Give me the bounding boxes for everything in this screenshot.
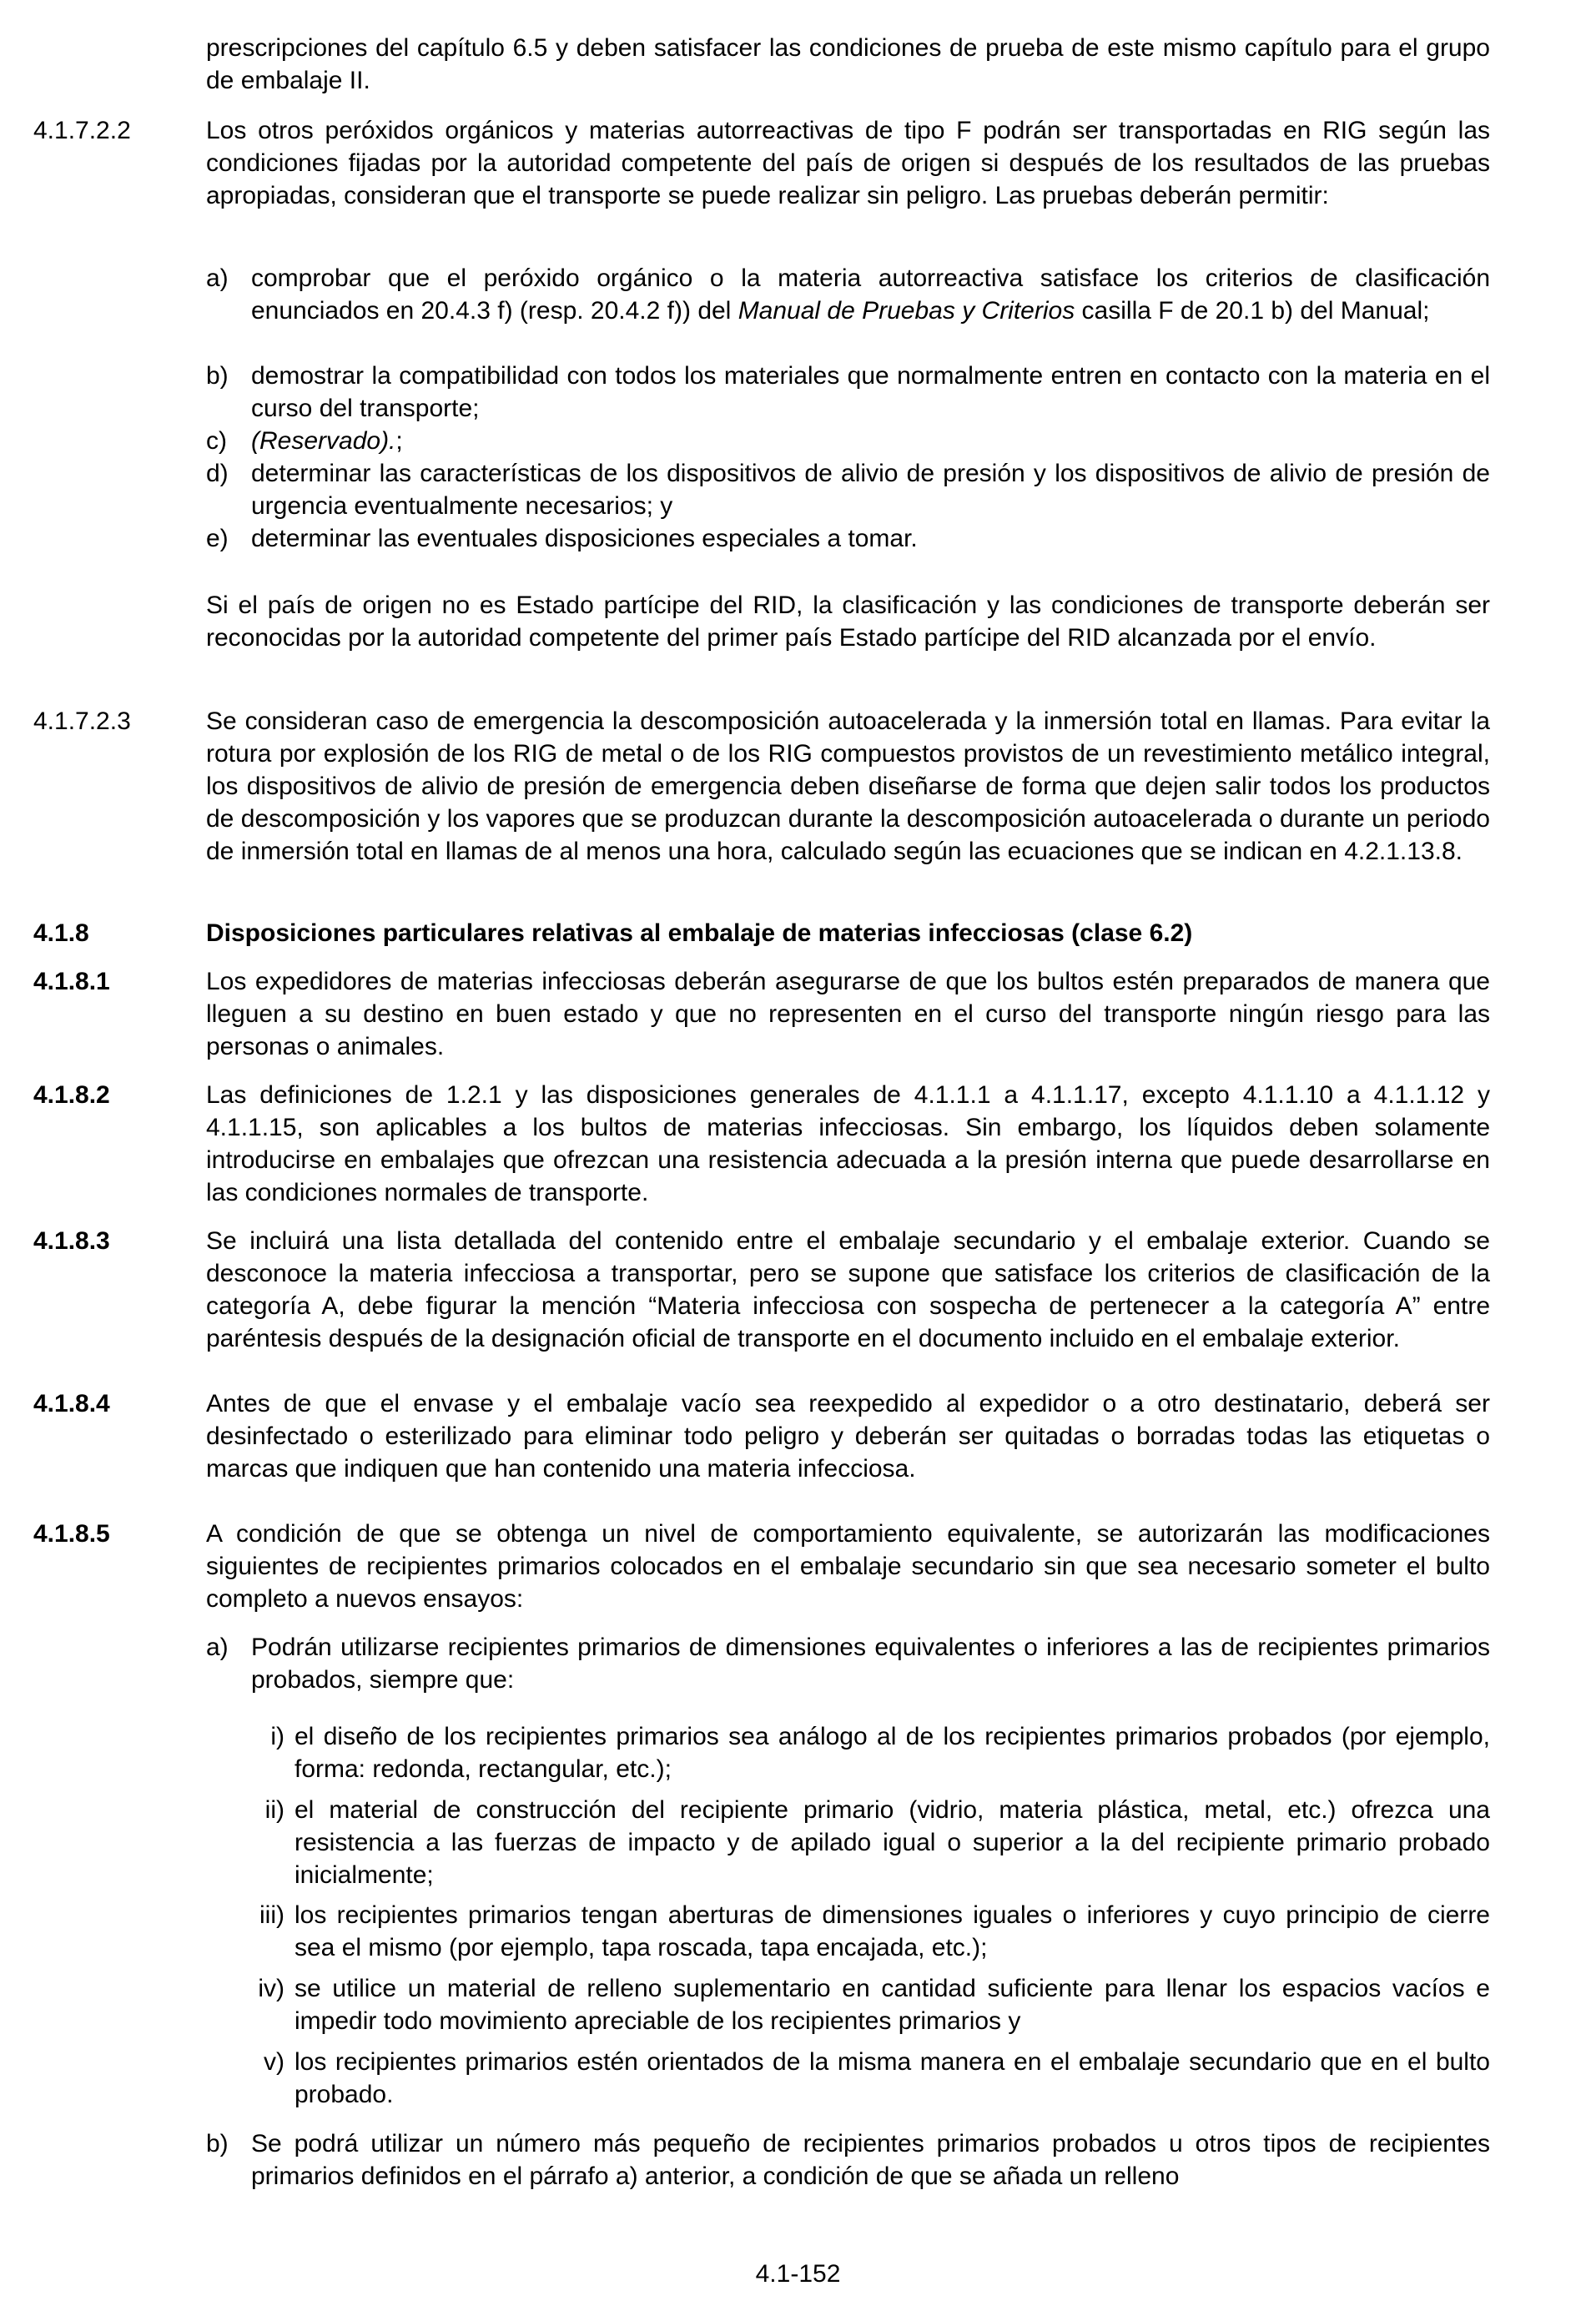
list-text: determinar las características de los dispositivos de alivio de presión y los dispositivos de alivio de presión de urgencia eventualmente necesarios; y xyxy=(251,460,1490,520)
page-number: 4.1-152 xyxy=(755,2260,841,2288)
section-title: Disposiciones particulares relativas al embalaje de materias infecciosas (clase 6.2) xyxy=(206,919,1193,947)
sub-text: el diseño de los recipientes primarios sea análogo al de los recipientes primarios probados (por ejemplo, forma: redonda, rectangular, etc.); xyxy=(295,1723,1490,1783)
section-number: 4.1.8.5 xyxy=(33,1520,110,1548)
section-text: Las definiciones de 1.2.1 y las disposiciones generales de 4.1.1.1 a 4.1.1.17, excepto 4.1.1.10 a 4.1.1.12 y 4.1.1.15, son aplicables a los bultos de materias infecciosas. Sin embargo, los líquidos deben solamente introducirse en embalajes que ofrezcan una resistencia adecuada a la presión interna que puede desarrollarse en las condiciones normales de transporte. xyxy=(206,1081,1490,1206)
section-text: Antes de que el envase y el embalaje vacío sea reexpedido al expedidor o a otro destinatario, deberá ser desinfectado o esterilizado para eliminar todo peligro y deberán ser quitadas o borradas todas las etiquetas o marcas que indiquen que han contenido una materia infecciosa. xyxy=(206,1390,1490,1483)
list-label: d) xyxy=(206,460,229,487)
list-label: a) xyxy=(206,1634,229,1661)
sub-text: se utilice un material de relleno suplementario en cantidad suficiente para llenar los espacios vacíos e impedir todo movimiento apreciable de los recipientes primarios y xyxy=(295,1975,1490,2035)
list-label: e) xyxy=(206,525,229,552)
list-text: (Reservado).; xyxy=(251,427,403,455)
sub-text: los recipientes primarios tengan aberturas de dimensiones iguales o inferiores y cuyo principio de cierre sea el mismo (por ejemplo, tapa roscada, tapa encajada, etc.); xyxy=(295,1901,1490,1961)
sub-label: iii) xyxy=(259,1901,284,1929)
section-text: Los expedidores de materias infecciosas deberán asegurarse de que los bultos estén preparados de manera que lleguen a su destino en buen estado y que no representen en el curso del transporte ningún riesgo para las personas o animales. xyxy=(206,968,1490,1060)
sub-label: i) xyxy=(270,1723,284,1750)
sub-text: los recipientes primarios estén orientados de la misma manera en el embalaje secundario que en el bulto probado. xyxy=(295,2048,1490,2108)
list-text: demostrar la compatibilidad con todos los materiales que normalmente entren en contacto con la materia en el curso del transporte; xyxy=(251,362,1490,422)
section-number: 4.1.8.3 xyxy=(33,1227,110,1255)
closing-text: Si el país de origen no es Estado partícipe del RID, la clasificación y las condiciones de transporte deberán ser reconocidas por la autoridad competente del primer país Estado partícipe del RID alcanzada por el envío. xyxy=(206,592,1490,652)
sub-label: iv) xyxy=(258,1975,284,2002)
list-label: a) xyxy=(206,264,229,292)
intro-text: prescripciones del capítulo 6.5 y deben satisfacer las condiciones de prueba de este mismo capítulo para el grupo de embalaje II. xyxy=(206,34,1490,94)
sub-text: el material de construcción del recipiente primario (vidrio, materia plástica, metal, etc.) ofrezca una resistencia a las fuerzas de impacto y de apilado igual o superior a la del recipiente primario probado inicialmente; xyxy=(295,1796,1490,1889)
sub-label: v) xyxy=(264,2048,284,2076)
section-number: 4.1.8.4 xyxy=(33,1390,110,1417)
section-number: 4.1.7.2.3 xyxy=(33,707,131,735)
list-label: b) xyxy=(206,2130,229,2157)
sub-label: ii) xyxy=(264,1796,284,1824)
list-label: b) xyxy=(206,362,229,390)
section-text: Se consideran caso de emergencia la descomposición autoacelerada y la inmersión total en llamas. Para evitar la rotura por explosión de los RIG de metal o de los RIG compuestos provistos de un revestimiento metálico integral, los dispositivos de alivio de presión de emergencia deben diseñarse de forma que dejen salir todos los productos de descomposición y los vapores que se produzcan durante la descomposición autoacelerada o durante un periodo de inmersión total en llamas de al menos una hora, calculado según las ecuaciones que se indican en 4.2.1.13.8. xyxy=(206,707,1490,865)
list-text: Se podrá utilizar un número más pequeño de recipientes primarios probados u otros tipos de recipientes primarios definidos en el párrafo a) anterior, a condición de que se añada un relleno xyxy=(251,2130,1490,2190)
section-text: Se incluirá una lista detallada del contenido entre el embalaje secundario y el embalaje exterior. Cuando se desconoce la materia infecciosa a transportar, pero se supone que satisface los criterios de clasificación de la categoría A, debe figurar la mención “Materia infecciosa con sospecha de pertenecer a la categoría A” entre paréntesis después de la designación oficial de transporte en el documento incluido en el embalaje exterior. xyxy=(206,1227,1490,1352)
section-number: 4.1.7.2.2 xyxy=(33,117,131,144)
list-label: c) xyxy=(206,427,227,455)
section-number: 4.1.8.2 xyxy=(33,1081,110,1109)
section-text: A condición de que se obtenga un nivel de comportamiento equivalente, se autorizarán las modificaciones siguientes de recipientes primarios colocados en el embalaje secundario sin que sea necesario someter el bulto completo a nuevos ensayos: xyxy=(206,1520,1490,1613)
list-text: determinar las eventuales disposiciones especiales a tomar. xyxy=(251,525,918,552)
section-number: 4.1.8 xyxy=(33,919,89,947)
section-text: Los otros peróxidos orgánicos y materias autorreactivas de tipo F podrán ser transportadas en RIG según las condiciones fijadas por la autoridad competente del país de origen si después de los resultados de las pruebas apropiadas, consideran que el transporte se puede realizar sin peligro. Las pruebas deberán permitir: xyxy=(206,117,1490,209)
list-text: comprobar que el peróxido orgánico o la materia autorreactiva satisface los criterios de clasificación enunciados en 20.4.3 f) (resp. 20.4.2 f)) del Manual de Pruebas y Criterios casilla F de 20.1 b) del Manual; xyxy=(251,264,1490,325)
list-text: Podrán utilizarse recipientes primarios de dimensiones equivalentes o inferiores a las de recipientes primarios probados, siempre que: xyxy=(251,1634,1490,1694)
section-number: 4.1.8.1 xyxy=(33,968,110,995)
